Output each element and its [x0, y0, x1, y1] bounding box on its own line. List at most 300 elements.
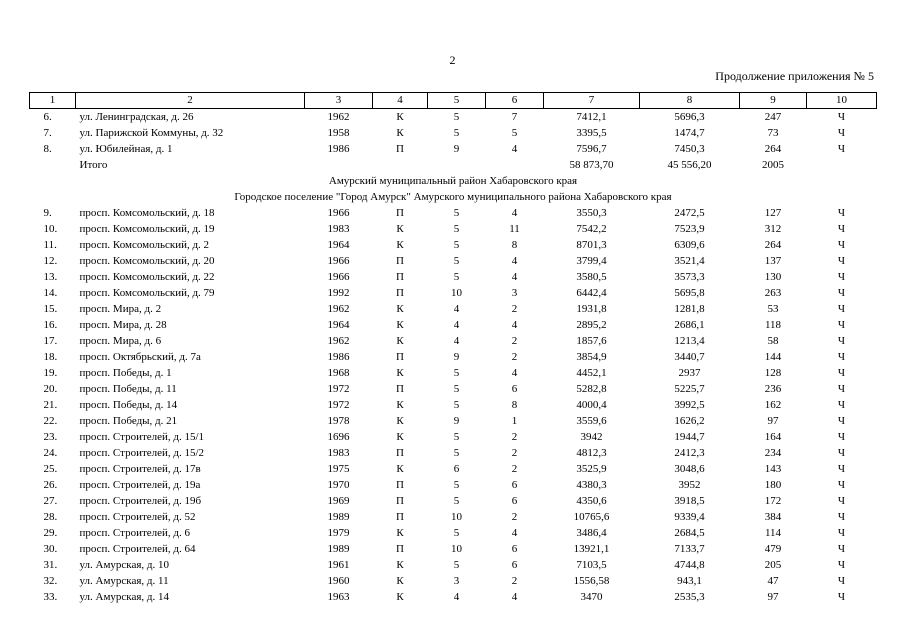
entrances: 5 [511, 127, 518, 139]
residents: 263 [764, 287, 782, 299]
entrances: 6 [511, 559, 518, 571]
column-header: 7 [544, 93, 640, 109]
floors: 4 [453, 303, 460, 315]
living-area: 2686,1 [674, 319, 705, 331]
living-area: 2535,3 [674, 591, 705, 603]
row-number: 21. [43, 399, 58, 411]
status: Ч [837, 495, 846, 507]
section-settlement: Городское поселение "Город Амурск" Амурского муниципального района Хабаровского края [234, 191, 672, 203]
column-header-row [30, 93, 877, 109]
total-area: 6442,4 [576, 287, 607, 299]
row-number: 16. [43, 319, 58, 331]
column-header: 9 [740, 93, 807, 109]
residents: 144 [764, 351, 782, 363]
living-area: 3573,3 [674, 271, 705, 283]
residents: 137 [764, 255, 782, 267]
living-area: 1281,8 [674, 303, 705, 315]
status: Ч [837, 591, 846, 603]
entrances: 6 [511, 383, 518, 395]
year-built: 1696 [327, 431, 350, 443]
row-number: 23. [43, 431, 58, 443]
living-area: 2937 [678, 367, 701, 379]
total-area: 4812,3 [576, 447, 607, 459]
column-header: 1 [30, 93, 76, 109]
residents: 53 [767, 303, 779, 315]
total-area: 3942 [580, 431, 603, 443]
row-number: 32. [43, 575, 58, 587]
living-area: 6309,6 [674, 239, 705, 251]
table-row [30, 285, 877, 301]
residents: 312 [764, 223, 782, 235]
table-row [30, 397, 877, 413]
living-area: 5695,8 [674, 287, 705, 299]
wall-material: П [396, 255, 404, 267]
floors: 6 [453, 463, 460, 475]
total-label: Итого [79, 159, 108, 171]
wall-material: К [396, 527, 404, 539]
table-row [30, 461, 877, 477]
residents: 264 [764, 239, 782, 251]
residents: 128 [764, 367, 782, 379]
total-area: 3395,5 [576, 127, 607, 139]
total-area: 3525,9 [576, 463, 607, 475]
total-area: 4000,4 [576, 399, 607, 411]
year-built: 1992 [327, 287, 350, 299]
entrances: 6 [511, 479, 518, 491]
row-number: 13. [43, 271, 58, 283]
status: Ч [837, 527, 846, 539]
year-built: 1962 [327, 303, 350, 315]
year-built: 1963 [327, 591, 350, 603]
total-area: 3486,4 [576, 527, 607, 539]
status: Ч [837, 255, 846, 267]
entrances: 3 [511, 287, 518, 299]
status: Ч [837, 127, 846, 139]
table-row [30, 413, 877, 429]
residents: 118 [764, 319, 782, 331]
year-built: 1978 [327, 415, 350, 427]
total-area: 1857,6 [576, 335, 607, 347]
table-row [30, 301, 877, 317]
total-area: 7412,1 [576, 111, 607, 123]
year-built: 1989 [327, 511, 350, 523]
year-built: 1970 [327, 479, 350, 491]
living-area: 4744,8 [674, 559, 705, 571]
living-area: 2684,5 [674, 527, 705, 539]
entrances: 4 [511, 271, 518, 283]
status: Ч [837, 319, 846, 331]
row-number: 29. [43, 527, 58, 539]
page-number: 2 [449, 53, 456, 67]
wall-material: П [396, 143, 404, 155]
wall-material: К [396, 127, 404, 139]
table-row [30, 429, 877, 445]
table-row [30, 125, 877, 141]
floors: 4 [453, 319, 460, 331]
status: Ч [837, 559, 846, 571]
year-built: 1964 [327, 319, 350, 331]
column-header: 6 [486, 93, 544, 109]
address: ул. Амурская, д. 10 [79, 559, 170, 571]
address: просп. Строителей, д. 15/2 [79, 447, 205, 459]
living-area: 3918,5 [674, 495, 705, 507]
table-row [30, 141, 877, 157]
address: просп. Победы, д. 21 [79, 415, 178, 427]
row-number: 11. [43, 239, 57, 251]
status: Ч [837, 271, 846, 283]
row-number: 27. [43, 495, 58, 507]
total-row [30, 157, 877, 173]
residents: 247 [764, 111, 782, 123]
entrances: 2 [511, 463, 518, 475]
wall-material: К [396, 223, 404, 235]
total-area: 4380,3 [576, 479, 607, 491]
living-area: 2472,5 [674, 207, 705, 219]
table-row [30, 525, 877, 541]
row-number: 12. [43, 255, 58, 267]
floors: 5 [453, 255, 460, 267]
wall-material: П [396, 351, 404, 363]
address: просп. Мира, д. 6 [79, 335, 162, 347]
address: просп. Строителей, д. 64 [79, 543, 196, 555]
entrances: 2 [511, 335, 518, 347]
total-area: 7103,5 [576, 559, 607, 571]
floors: 5 [453, 479, 460, 491]
floors: 10 [451, 287, 462, 299]
address: просп. Мира, д. 28 [79, 319, 167, 331]
status: Ч [837, 511, 846, 523]
wall-material: П [396, 479, 404, 491]
year-built: 1960 [327, 575, 350, 587]
total-residents: 2005 [762, 159, 784, 171]
column-header: 8 [640, 93, 740, 109]
status: Ч [837, 335, 846, 347]
year-built: 1964 [327, 239, 350, 251]
row-number: 8. [43, 143, 52, 155]
table-row [30, 109, 877, 126]
address: просп. Комсомольский, д. 22 [79, 271, 215, 283]
total-area: 1931,8 [576, 303, 607, 315]
year-built: 1979 [327, 527, 350, 539]
column-header: 2 [76, 93, 305, 109]
floors: 5 [453, 399, 460, 411]
floors: 9 [453, 415, 460, 427]
year-built: 1986 [327, 143, 350, 155]
wall-material: К [396, 367, 404, 379]
status: Ч [837, 111, 846, 123]
residents: 384 [764, 511, 782, 523]
total-area: 4452,1 [576, 367, 607, 379]
row-number: 20. [43, 383, 58, 395]
living-area: 9339,4 [674, 511, 705, 523]
floors: 5 [453, 207, 460, 219]
address: просп. Строителей, д. 17в [79, 463, 201, 475]
year-built: 1966 [327, 255, 350, 267]
total-area: 1556,58 [573, 575, 610, 587]
year-built: 1972 [327, 383, 350, 395]
total-area: 5282,8 [576, 383, 607, 395]
year-built: 1975 [327, 463, 350, 475]
year-built: 1968 [327, 367, 350, 379]
table-row [30, 349, 877, 365]
floors: 3 [453, 575, 460, 587]
floors: 10 [451, 511, 462, 523]
floors: 5 [453, 367, 460, 379]
status: Ч [837, 303, 846, 315]
section-district: Амурский муниципальный район Хабаровского края [328, 175, 578, 187]
status: Ч [837, 351, 846, 363]
status: Ч [837, 479, 846, 491]
residents: 234 [764, 447, 782, 459]
column-header: 10 [807, 93, 877, 109]
floors: 5 [453, 431, 460, 443]
wall-material: К [396, 463, 404, 475]
wall-material: П [396, 287, 404, 299]
row-number: 30. [43, 543, 58, 555]
living-area: 5225,7 [674, 383, 705, 395]
table-row [30, 445, 877, 461]
living-area: 5696,3 [674, 111, 705, 123]
entrances: 4 [511, 319, 518, 331]
table-row [30, 237, 877, 253]
residents: 205 [764, 559, 782, 571]
entrances: 6 [511, 495, 518, 507]
address: просп. Строителей, д. 6 [79, 527, 190, 539]
row-number: 28. [43, 511, 58, 523]
entrances: 4 [511, 255, 518, 267]
residents: 479 [764, 543, 782, 555]
floors: 4 [453, 591, 460, 603]
column-header: 3 [305, 93, 373, 109]
year-built: 1958 [327, 127, 350, 139]
table-row [30, 333, 877, 349]
address: просп. Комсомольский, д. 79 [79, 287, 215, 299]
address: просп. Мира, д. 2 [79, 303, 162, 315]
row-number: 31. [43, 559, 58, 571]
status: Ч [837, 287, 846, 299]
year-built: 1983 [327, 447, 350, 459]
floors: 9 [453, 351, 460, 363]
floors: 5 [453, 271, 460, 283]
address: ул. Ленинградская, д. 26 [79, 111, 194, 123]
residents: 47 [767, 575, 779, 587]
address: просп. Строителей, д. 19а [79, 479, 201, 491]
residents: 143 [764, 463, 782, 475]
row-number: 6. [43, 111, 52, 123]
row-number: 18. [43, 351, 58, 363]
row-number: 7. [43, 127, 52, 139]
address: просп. Комсомольский, д. 20 [79, 255, 215, 267]
total-area: 3799,4 [576, 255, 607, 267]
address: просп. Комсомольский, д. 19 [79, 223, 215, 235]
residents: 236 [764, 383, 782, 395]
total-area: 7596,7 [576, 143, 607, 155]
living-area: 3521,4 [674, 255, 705, 267]
entrances: 2 [511, 447, 518, 459]
entrances: 11 [509, 223, 520, 235]
year-built: 1962 [327, 335, 350, 347]
floors: 5 [453, 527, 460, 539]
total-area: 58 873,70 [569, 159, 614, 171]
living-area: 1474,7 [674, 127, 705, 139]
entrances: 4 [511, 143, 518, 155]
address: просп. Победы, д. 11 [79, 383, 177, 395]
address: ул. Парижской Коммуны, д. 32 [79, 127, 224, 139]
living-area: 2412,3 [674, 447, 705, 459]
year-built: 1983 [327, 223, 350, 235]
entrances: 2 [511, 511, 518, 523]
residents: 97 [767, 415, 779, 427]
section-district-row [30, 173, 877, 189]
floors: 5 [453, 111, 460, 123]
residents: 172 [764, 495, 782, 507]
table-row [30, 589, 877, 605]
status: Ч [837, 207, 846, 219]
wall-material: К [396, 559, 404, 571]
status: Ч [837, 543, 846, 555]
table-row [30, 205, 877, 221]
total-area: 2895,2 [576, 319, 607, 331]
floors: 10 [451, 543, 462, 555]
residents: 58 [767, 335, 779, 347]
total-area: 3470 [580, 591, 603, 603]
row-number: 10. [43, 223, 58, 235]
address: просп. Победы, д. 1 [79, 367, 172, 379]
living-area: 7523,9 [674, 223, 705, 235]
wall-material: П [396, 271, 404, 283]
status: Ч [837, 143, 846, 155]
total-area: 13921,1 [573, 543, 610, 555]
entrances: 1 [511, 415, 518, 427]
table-row [30, 253, 877, 269]
row-number: 17. [43, 335, 58, 347]
housing-table [29, 92, 877, 605]
row-number: 25. [43, 463, 58, 475]
entrances: 7 [511, 111, 518, 123]
living-area: 7450,3 [674, 143, 705, 155]
table-row [30, 477, 877, 493]
residents: 97 [767, 591, 779, 603]
wall-material: П [396, 383, 404, 395]
wall-material: К [396, 303, 404, 315]
wall-material: К [396, 111, 404, 123]
status: Ч [837, 367, 846, 379]
table-row [30, 221, 877, 237]
table-row [30, 541, 877, 557]
address: просп. Строителей, д. 15/1 [79, 431, 205, 443]
residents: 264 [764, 143, 782, 155]
living-area: 3440,7 [674, 351, 705, 363]
column-header: 5 [428, 93, 486, 109]
entrances: 4 [511, 591, 518, 603]
row-number: 15. [43, 303, 58, 315]
section-settlement-row [30, 189, 877, 205]
residents: 130 [764, 271, 782, 283]
floors: 4 [453, 335, 460, 347]
entrances: 4 [511, 207, 518, 219]
total-area: 10765,6 [573, 511, 610, 523]
table-row [30, 365, 877, 381]
living-area: 3048,6 [674, 463, 705, 475]
year-built: 1986 [327, 351, 350, 363]
total-area: 3580,5 [576, 271, 607, 283]
wall-material: П [396, 495, 404, 507]
total-living-area: 45 556,20 [667, 159, 712, 171]
status: Ч [837, 431, 846, 443]
floors: 5 [453, 447, 460, 459]
entrances: 6 [511, 543, 518, 555]
entrances: 2 [511, 351, 518, 363]
column-header: 4 [373, 93, 428, 109]
year-built: 1969 [327, 495, 350, 507]
floors: 5 [453, 383, 460, 395]
status: Ч [837, 415, 846, 427]
entrances: 4 [511, 367, 518, 379]
residents: 164 [764, 431, 782, 443]
residents: 127 [764, 207, 782, 219]
year-built: 1966 [327, 271, 350, 283]
address: просп. Строителей, д. 52 [79, 511, 196, 523]
wall-material: К [396, 399, 404, 411]
wall-material: К [396, 415, 404, 427]
wall-material: К [396, 239, 404, 251]
wall-material: К [396, 575, 404, 587]
wall-material: К [396, 591, 404, 603]
address: просп. Октябрьский, д. 7а [79, 351, 201, 363]
row-number: 26. [43, 479, 58, 491]
living-area: 3952 [678, 479, 701, 491]
appendix-note: Продолжение приложения № 5 [715, 69, 874, 83]
year-built: 1972 [327, 399, 350, 411]
status: Ч [837, 575, 846, 587]
row-number: 22. [43, 415, 58, 427]
address: ул. Юбилейная, д. 1 [79, 143, 173, 155]
wall-material: К [396, 319, 404, 331]
floors: 5 [453, 127, 460, 139]
residents: 114 [764, 527, 782, 539]
address: просп. Победы, д. 14 [79, 399, 178, 411]
row-number: 24. [43, 447, 58, 459]
row-number: 9. [43, 207, 52, 219]
address: просп. Комсомольский, д. 2 [79, 239, 210, 251]
table-row [30, 509, 877, 525]
living-area: 1213,4 [674, 335, 705, 347]
residents: 73 [767, 127, 779, 139]
address: просп. Комсомольский, д. 18 [79, 207, 215, 219]
status: Ч [837, 239, 846, 251]
residents: 180 [764, 479, 782, 491]
entrances: 4 [511, 527, 518, 539]
year-built: 1961 [327, 559, 350, 571]
status: Ч [837, 399, 846, 411]
entrances: 8 [511, 399, 518, 411]
table-row [30, 493, 877, 509]
address: ул. Амурская, д. 11 [79, 575, 169, 587]
floors: 5 [453, 559, 460, 571]
year-built: 1989 [327, 543, 350, 555]
wall-material: К [396, 335, 404, 347]
status: Ч [837, 383, 846, 395]
wall-material: К [396, 431, 404, 443]
status: Ч [837, 447, 846, 459]
total-area: 3559,6 [576, 415, 607, 427]
row-number: 14. [43, 287, 58, 299]
residents: 162 [764, 399, 782, 411]
living-area: 1626,2 [674, 415, 705, 427]
status: Ч [837, 463, 846, 475]
table-row [30, 269, 877, 285]
floors: 5 [453, 239, 460, 251]
